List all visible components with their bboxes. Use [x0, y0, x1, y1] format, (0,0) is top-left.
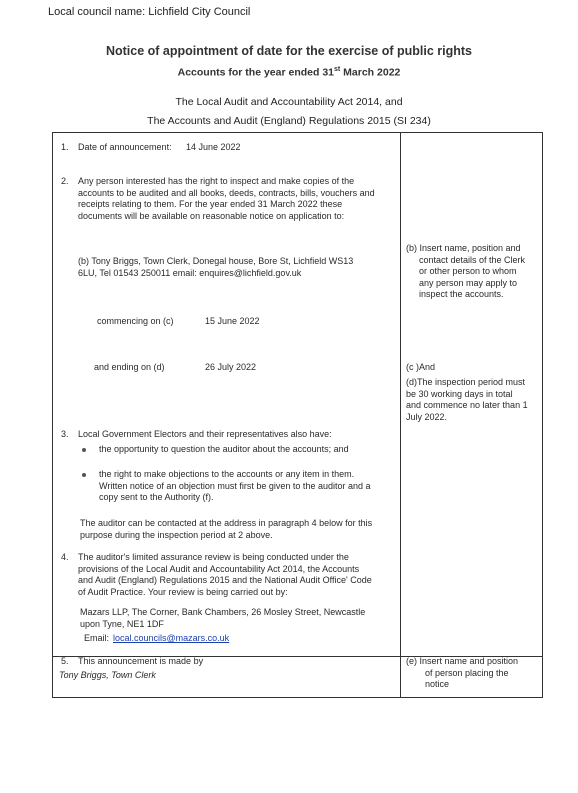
- subtitle-prefix: Accounts for the year ended 31: [177, 66, 335, 79]
- item4-line-4: of Audit Practice. Your review is being carried out by:: [78, 586, 288, 597]
- notice-subtitle: [0, 66, 578, 79]
- auditor-address-2: upon Tyne, NE1 1DF: [80, 618, 164, 629]
- commencing-date: 15 June 2022: [205, 316, 260, 326]
- signatory: Tony Briggs, Town Clerk: [59, 670, 156, 680]
- item2-contact-1: (b) Tony Briggs, Town Clerk, Donegal house, Bore St, Lichfield WS13: [78, 256, 354, 266]
- note-b-line-5: inspect the accounts.: [419, 289, 504, 299]
- note-b-line-4: any person may apply to: [419, 277, 518, 288]
- note-d-line-4: July 2022.: [406, 411, 448, 422]
- item1-date: 14 June 2022: [186, 142, 241, 152]
- note-e-line-1: (e) Insert name and position: [406, 656, 519, 666]
- item2-line-1: Any person interested has the right to inspect and make copies of the: [78, 176, 355, 186]
- note-c: (c )And: [406, 362, 436, 372]
- item4-line-2: provisions of the Local Audit and Accountability Act 2014, the Accounts: [78, 563, 360, 574]
- item2-contact-2: 6LU, Tel 01543 250011 email: enquires@lichfield.gov.uk: [78, 267, 302, 278]
- notice-title: Notice of appointment of date for the exercise of public rights: [105, 44, 472, 58]
- subtitle-suffix: March 2022: [340, 66, 401, 79]
- item1-number: 1.: [61, 142, 69, 152]
- item3-auditor-line-2: purpose during the inspection period at 2 above.: [80, 529, 273, 540]
- note-d-line-3: and commence no later than 1: [406, 400, 528, 410]
- item1-label: Date of announcement:: [78, 142, 172, 152]
- column-divider: [400, 132, 401, 698]
- act-line-1: The Local Audit and Accountability Act 2014, and: [175, 96, 403, 108]
- commencing-label: commencing on (c): [97, 316, 174, 326]
- note-d-line-1: (d)The inspection period must: [406, 377, 526, 387]
- note-e-line-2: of person placing the: [425, 667, 509, 678]
- item2-number: 2.: [61, 176, 69, 186]
- item3-bullet-2-line-3: copy sent to the Authority (f).: [99, 492, 214, 502]
- act-line-2: The Accounts and Audit (England) Regulations 2015 (SI 234): [147, 115, 431, 127]
- item3-bullet-2-line-1: the right to make objections to the accounts or any item in them.: [99, 469, 355, 479]
- item3-intro: Local Government Electors and their representatives also have:: [78, 429, 332, 439]
- subtitle-sup: st: [334, 66, 341, 73]
- email-label: Email:: [84, 633, 110, 643]
- bullet-icon: [82, 473, 86, 477]
- item2-line-3: receipts relating to them. For the year ended 31 March 2022 these: [78, 199, 343, 209]
- item3-auditor-line-1: The auditor can be contacted at the address in paragraph 4 below for this: [80, 518, 373, 528]
- auditor-email-link[interactable]: local.councils@mazars.co.uk: [113, 633, 230, 643]
- item2-line-4: documents will be available on reasonable notice on application to:: [78, 210, 345, 221]
- item3-bullet-1: the opportunity to question the auditor about the accounts; and: [99, 444, 349, 454]
- ending-label: and ending on (d): [94, 362, 165, 372]
- item4-line-1: The auditor's limited assurance review is being conducted under the: [78, 552, 349, 562]
- item5-number: 5.: [61, 656, 69, 666]
- note-b-line-3: or other person to whom: [419, 266, 517, 276]
- item2-line-2: accounts to be audited and all books, deeds, contracts, bills, vouchers and: [78, 187, 375, 198]
- council-name: Local council name: Lichfield City Council: [48, 6, 251, 18]
- item5-text: This announcement is made by: [78, 656, 204, 666]
- item4-number: 4.: [61, 552, 69, 562]
- item4-line-3: and Audit (England) Regulations 2015 and the National Audit Office' Code: [78, 575, 372, 585]
- bullet-icon: [82, 448, 86, 452]
- note-e-line-3: notice: [425, 679, 450, 689]
- item3-bullet-2-line-2: Written notice of an objection must first be given to the auditor and a: [99, 480, 371, 491]
- note-b-line-1: (b) Insert name, position and: [406, 243, 521, 253]
- note-d-line-2: be 30 working days in total: [406, 388, 513, 399]
- ending-date: 26 July 2022: [205, 362, 257, 372]
- item3-number: 3.: [61, 429, 69, 439]
- note-b-line-2: contact details of the Clerk: [419, 254, 526, 265]
- auditor-address-1: Mazars LLP, The Corner, Bank Chambers, 26 Mosley Street, Newcastle: [80, 607, 366, 617]
